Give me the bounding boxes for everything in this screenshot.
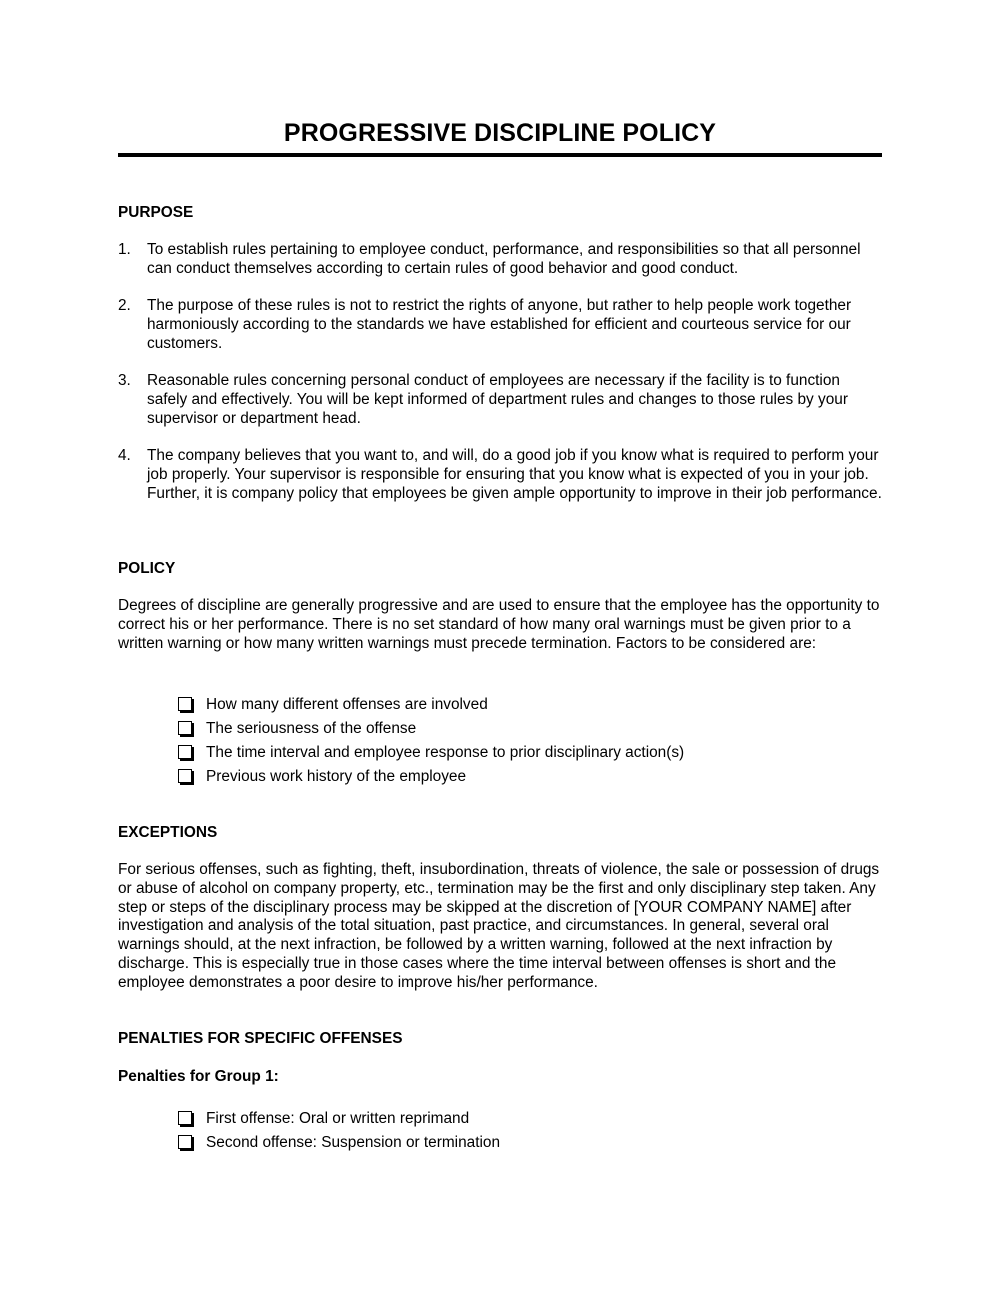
checkbox-icon: [178, 745, 192, 759]
list-item: [178, 741, 878, 765]
group1-penalties-list: [178, 1107, 878, 1155]
list-item-text: The time interval and employee response to prior disciplinary action(s): [206, 744, 685, 761]
group1-subheading: Penalties for Group 1:: [118, 1068, 279, 1085]
checkbox-icon: [178, 1135, 192, 1149]
document-title: PROGRESSIVE DISCIPLINE POLICY: [283, 119, 717, 147]
list-item: [178, 1107, 878, 1131]
purpose-item: [118, 297, 882, 353]
checkbox-icon: [178, 721, 192, 735]
list-item-text: The seriousness of the offense: [206, 720, 417, 737]
item-number: 3.: [118, 372, 131, 389]
list-item-text: First offense: Oral or written reprimand: [206, 1110, 470, 1127]
purpose-item: [118, 447, 882, 503]
item-text: Reasonable rules concerning personal conduct of employees are necessary if the facility is to function safely and effectively. You will be kept informed of department rules and changes to those rules by your supervisor or department head.: [147, 372, 848, 427]
exceptions-paragraph: For serious offenses, such as fighting, theft, insubordination, threats of violence, the sale or possession of drugs or abuse of alcohol on company property, etc., termination may be the first and only disciplinary step taken. Any step or steps of the disciplinary process may be skipped at the discretion of [YOUR COMPANY NAME] after investigation and analysis of the total situation, past practice, and circumstances. In general, several oral warnings should, at the next infraction, be followed by a written warning, followed at the next infraction by discharge. This is especially true in those cases where the time interval between offenses is short and the employee demonstrates a poor desire to improve his/her performance.: [118, 861, 880, 991]
policy-factors-list: [178, 693, 878, 789]
exceptions-heading: EXCEPTIONS: [118, 824, 218, 841]
list-item: [178, 693, 878, 717]
item-number: 4.: [118, 447, 131, 464]
list-item-text: Second offense: Suspension or termination: [206, 1134, 501, 1151]
policy-paragraph: Degrees of discipline are generally progressive and are used to ensure that the employee has the opportunity to correct his or her performance. There is no set standard of how many oral warnings must be given prior to a written warning or how many written warnings must precede termination. Factors to be considered are:: [118, 597, 880, 652]
list-item-text: How many different offenses are involved: [206, 696, 488, 713]
checkbox-icon: [178, 1111, 192, 1125]
penalties-heading: PENALTIES FOR SPECIFIC OFFENSES: [118, 1030, 403, 1047]
item-number: 1.: [118, 241, 131, 258]
checkbox-icon: [178, 697, 192, 711]
checkbox-icon: [178, 769, 192, 783]
item-text: The company believes that you want to, and will, do a good job if you know what is required to perform your job properly. Your supervisor is responsible for ensuring that you know what is expected of you in your job. Further, it is company policy that employees be given ample opportunity to improve in their job performance.: [147, 447, 882, 502]
item-text: To establish rules pertaining to employee conduct, performance, and responsibilities so that all personnel can conduct themselves according to certain rules of good behavior and good conduct.: [147, 241, 861, 277]
item-text: The purpose of these rules is not to restrict the rights of anyone, but rather to help people work together harmoniously according to the standards we have established for efficient and courteous service for our customers.: [147, 297, 852, 352]
purpose-heading: PURPOSE: [118, 204, 194, 221]
policy-heading: POLICY: [118, 560, 176, 577]
list-item: [178, 1131, 878, 1155]
list-item: [178, 765, 878, 789]
item-number: 2.: [118, 297, 131, 314]
title-underline: [118, 153, 882, 157]
list-item: [178, 717, 878, 741]
purpose-item: [118, 372, 882, 428]
purpose-item: [118, 241, 882, 279]
list-item-text: Previous work history of the employee: [206, 768, 467, 785]
